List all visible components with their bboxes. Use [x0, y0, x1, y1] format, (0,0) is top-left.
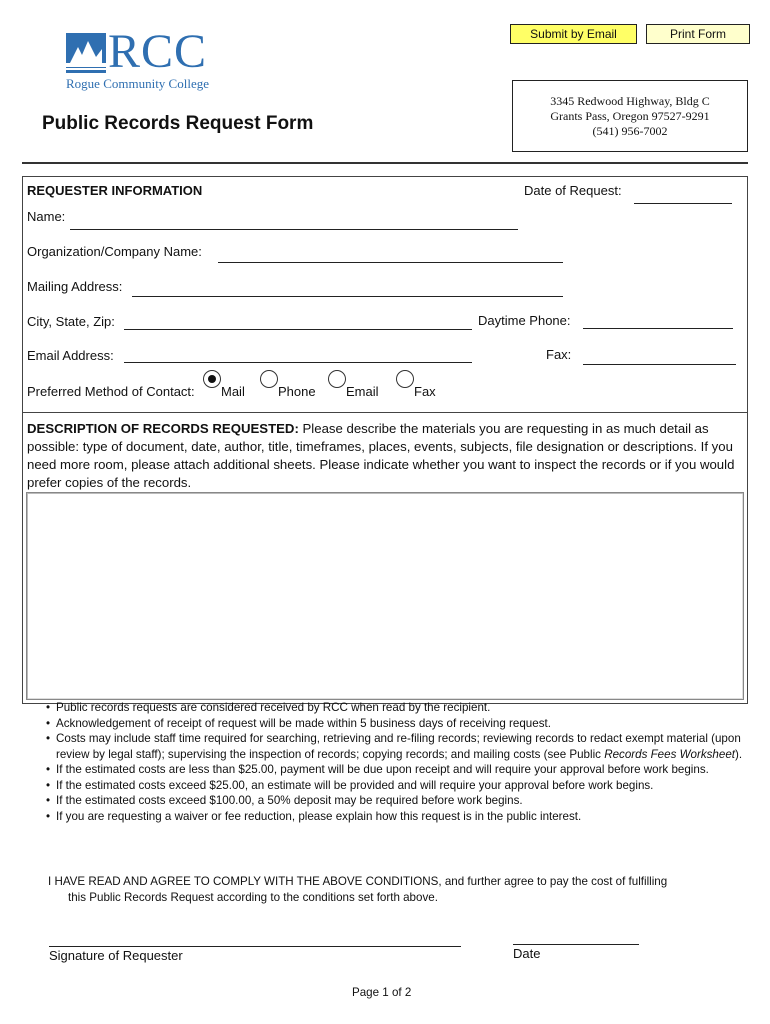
fax-input[interactable] — [583, 350, 736, 364]
daytime-phone-underline — [583, 328, 733, 329]
date-of-request-label: Date of Request: — [524, 183, 622, 198]
condition-item: • If the estimated costs exceed $25.00, an estimate will be provided and will require your approval before work begins. — [46, 778, 746, 794]
preferred-contact-label: Preferred Method of Contact: — [27, 384, 195, 399]
description-instructions — [27, 420, 743, 492]
mailing-address-label: Mailing Address: — [27, 279, 123, 294]
mailing-address-underline — [132, 296, 563, 297]
contact-radio-mail[interactable] — [203, 370, 221, 388]
daytime-phone-label: Daytime Phone: — [478, 313, 571, 328]
city-state-zip-label: City, State, Zip: — [27, 314, 115, 329]
submit-by-email-button[interactable]: Submit by Email — [510, 24, 637, 44]
logo-subtitle: Rogue Community College — [66, 76, 209, 91]
contact-radio-fax[interactable] — [396, 370, 414, 388]
section-divider — [22, 412, 748, 413]
date-of-request-underline — [634, 203, 732, 204]
contact-option-email: Email — [346, 384, 379, 399]
organization-label: Organization/Company Name: — [27, 244, 202, 259]
rcc-logo-icon — [66, 33, 106, 73]
date-of-request-input[interactable] — [634, 189, 732, 203]
print-form-button[interactable]: Print Form — [646, 24, 750, 44]
name-label: Name: — [27, 209, 66, 224]
contact-radio-phone[interactable] — [260, 370, 278, 388]
contact-radio-email[interactable] — [328, 370, 346, 388]
name-underline — [70, 229, 518, 230]
fax-label: Fax: — [546, 347, 572, 362]
divider — [22, 162, 748, 164]
logo-wordmark: RCC — [108, 25, 208, 78]
condition-item: • If the estimated costs exceed $100.00, a 50% deposit may be required before work begins. — [46, 793, 746, 809]
address-line-1: 3345 Redwood Highway, Bldg C — [550, 94, 710, 108]
records-description-textarea[interactable] — [26, 492, 744, 700]
address-line-3: (541) 956-7002 — [592, 124, 668, 138]
signature-label: Signature of Requester — [49, 948, 183, 963]
condition-text: Costs may include staff time required for searching, retrieving and re-filing records; reviewing records to redact exempt material (upon review by legal staff); supervising the inspection of records; copying records; and mailing costs (see Public — [56, 732, 741, 761]
page-title: Public Records Request Form — [42, 113, 314, 134]
worksheet-reference: Records Fees Worksheet — [604, 747, 736, 761]
organization-input[interactable] — [218, 248, 563, 262]
conditions-list — [46, 700, 746, 824]
fax-underline — [583, 364, 736, 365]
signature-line[interactable] — [49, 946, 461, 947]
agreement-line-2: this Public Records Request according to the conditions set forth above. — [68, 891, 438, 904]
email-address-label: Email Address: — [27, 348, 114, 363]
condition-item: • If you are requesting a waiver or fee reduction, please explain how this request is in the public interest. — [46, 809, 746, 825]
city-state-zip-input[interactable] — [124, 315, 472, 329]
agreement-line-1: I HAVE READ AND AGREE TO COMPLY WITH THE ABOVE CONDITIONS, and further agree to pay the cost of fulfilling — [48, 875, 668, 888]
description-body: Please describe the materials you are requesting in as much detail as possible: type of document, date, author, title, timeframes, places, events, subjects, file designation or descriptions. If you need more room, please attach additional sheets. Please indicate whether you want to inspect the records or if you would prefer copies of the records. — [27, 421, 735, 490]
contact-option-mail: Mail — [221, 384, 245, 399]
description-heading: DESCRIPTION OF RECORDS REQUESTED: — [27, 421, 299, 436]
signature-date-line[interactable] — [513, 944, 639, 945]
condition-item: • Public records requests are considered received by RCC when read by the recipient. — [46, 700, 746, 716]
organization-underline — [218, 262, 563, 263]
address-line-2: Grants Pass, Oregon 97527-9291 — [550, 109, 710, 123]
name-input[interactable] — [70, 215, 518, 229]
condition-item: • Costs may include staff time required for searching, retrieving and re-filing records; reviewing records to redact exempt material (upon review by legal staff); supervising the inspection of records; copying records; and mailing costs (see Public Records Fees Worksheet). — [46, 731, 746, 762]
requester-section-heading: REQUESTER INFORMATION — [27, 183, 203, 198]
email-address-underline — [124, 362, 472, 363]
address-box — [512, 80, 748, 152]
contact-option-fax: Fax — [414, 384, 436, 399]
city-state-zip-underline — [124, 329, 472, 330]
email-address-input[interactable] — [124, 348, 472, 362]
daytime-phone-input[interactable] — [583, 314, 733, 328]
agreement-statement — [48, 874, 738, 906]
mailing-address-input[interactable] — [132, 282, 563, 296]
condition-item: • If the estimated costs are less than $25.00, payment will be due upon receipt and will require your approval before work begins. — [46, 762, 746, 778]
date-label: Date — [513, 946, 541, 961]
condition-item: • Acknowledgement of receipt of request will be made within 5 business days of receiving request. — [46, 716, 746, 732]
contact-option-phone: Phone — [278, 384, 316, 399]
page-number: Page 1 of 2 — [352, 986, 412, 999]
